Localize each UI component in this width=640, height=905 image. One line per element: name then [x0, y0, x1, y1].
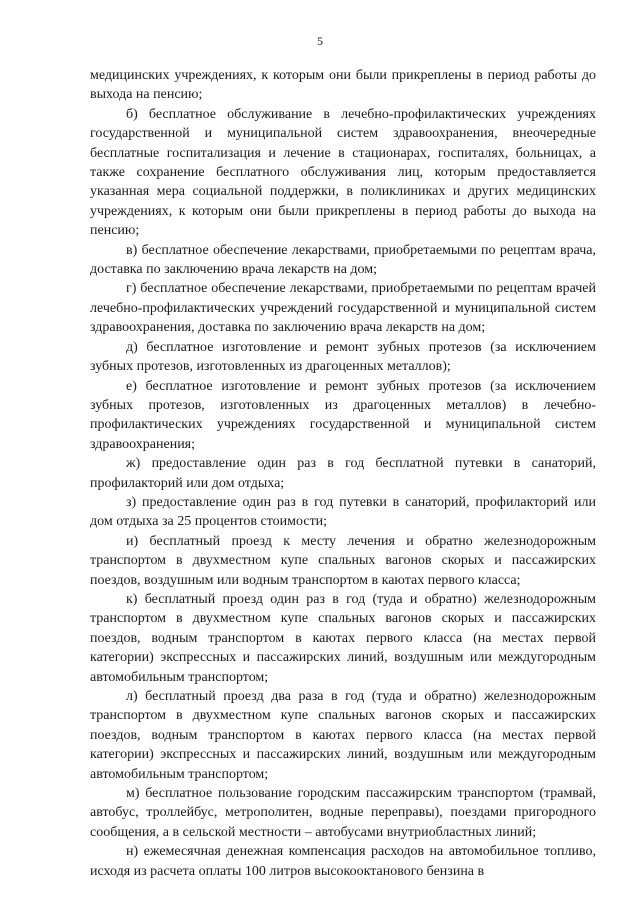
paragraph-item-i: и) бесплатный проезд к месту лечения и обратно железнодорожным транспортом в двухместном купе спальных вагонов скорых и пассажирских поездов, воздушным или водным транспортом в каютах первого класса; [90, 533, 596, 588]
paragraph-item-z: з) предоставление один раз в год путевки в санаторий, профилакторий или дом отдыха за 25 процентов стоимости; [90, 494, 596, 530]
paragraph-item-k: к) бесплатный проезд один раз в год (туда и обратно) железнодорожным транспортом в двухместном купе спальных вагонов скорых и пассажирских поездов, водным транспортом в каютах первого класса (на местах первой категории) экспрессных и пассажирских линий, воздушным или междугородным автомобильным транспортом; [90, 591, 596, 685]
document-body [90, 66, 596, 881]
paragraph-item-zh: ж) предоставление один раз в год бесплатной путевки в санаторий, профилакторий или дом отдыха; [90, 456, 596, 491]
paragraph-item-b: б) бесплатное обслуживание в лечебно-профилактических учреждениях государственной и муниципальной систем здравоохранения, внеочередные бесплатные госпитализация и лечение в стационарах, госпиталях, больницах, а также сохранение бесплатного обслуживания лиц, которым предоставляется указанная мера социальной поддержки, в поликлиниках и других медицинских учреждениях, к которым они были прикреплены в период работы до выхода на пенсию; [90, 106, 596, 239]
paragraph-item-l: л) бесплатный проезд два раза в год (туда и обратно) железнодорожным транспортом в двухместном купе спальных вагонов скорых и пассажирских поездов, водным транспортом в каютах первого класса (на местах первой категории) экспрессных и пассажирских линий, воздушным или междугородным автомобильным транспортом; [90, 689, 596, 782]
paragraph-item-g: г) бесплатное обеспечение лекарствами, приобретаемыми по рецептам врачей лечебно-профилактических учреждений государственной и муниципальной систем здравоохранения, доставка по заключению врача лекарств на дом; [90, 281, 596, 336]
paragraph-item-d: д) бесплатное изготовление и ремонт зубных протезов (за исключением зубных протезов, изготовленных из драгоценных металлов); [90, 339, 596, 375]
paragraph-item-v: в) бесплатное обеспечение лекарствами, приобретаемыми по рецептам врача, доставка по заключению врача лекарств на дом; [90, 242, 596, 278]
paragraph-item-m: м) бесплатное пользование городским пассажирским транспортом (трамвай, автобус, троллейбус, метрополитен, водные переправы), поездами пригородного сообщения, а в сельской местности – автобусами внутриобластных линий; [90, 786, 596, 840]
paragraph-item-e: е) бесплатное изготовление и ремонт зубных протезов (за исключением зубных протезов, изготовленных из драгоценных металлов) в лечебно-профилактических учреждениях государственной и муниципальной систем здравоохранения; [90, 378, 596, 452]
paragraph-item-n: н) ежемесячная денежная компенсация расходов на автомобильное топливо, исходя из расчета оплаты 100 литров высокооктанового бензина в [90, 844, 596, 879]
page-number: 5 [317, 34, 323, 48]
paragraph-continuation: медицинских учреждениях, к которым они были прикреплены в период работы до выхода на пенсию; [90, 68, 596, 103]
